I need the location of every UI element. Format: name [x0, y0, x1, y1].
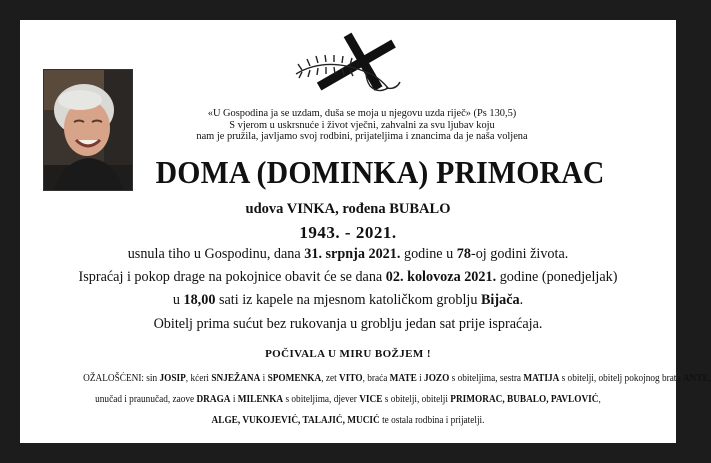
cross-icon	[292, 32, 416, 102]
mourners-line-1: OŽALOŠĆENI: sin JOSIP, kćeri SNJEŽANA i SPOMENKA, zet VITO, braća MATE i JOZO s obiteljima, sestra MATIJA s obitelji, obitelj pokojnog brata ANTE,	[83, 372, 711, 384]
obituary-card	[20, 20, 711, 443]
rest-in-peace: POČIVALA U MIRU BOŽJEM !	[265, 348, 431, 360]
deceased-name: DOMA (DOMINKA) PRIMORAC	[155, 154, 605, 190]
quote-line-3: nam je pružila, javljamo svoj rodbini, prijateljima i znancima da je naša voljena	[196, 131, 528, 143]
death-line: usnula tiho u Gospodinu, dana 31. srpnja 2021. godine u 78-oj godini života.	[127, 246, 569, 262]
quote-line-2: S vjerom u uskrsnuće i život vječni, zahvalni za svu ljubav koju	[229, 119, 495, 131]
condolence-line: Obitelj prima sućut bez rukovanja u groblju jedan sat prije ispraćaja.	[153, 316, 543, 332]
funeral-line: Ispraćaj i pokop drage na pokojnice obavit će se dana 02. kolovoza 2021. godine (ponedjeljak)	[78, 269, 618, 285]
mourners-line-2: unučad i praunučad, zaove DRAGA i MILENKA s obiteljima, djever VICE s obitelji, obitelji PRIMORAC, BUBALO, PAVLOVIĆ,	[95, 393, 601, 405]
portrait-image	[44, 70, 132, 190]
widow-line: udova VINKA, rođena BUBALO	[245, 201, 451, 217]
bible-quote	[146, 108, 578, 143]
quote-line-1: «U Gospodina ja se uzdam, duša se moja u njegovu uzda riječ» (Ps 130,5)	[207, 108, 517, 119]
life-years: 1943. - 2021.	[299, 223, 397, 242]
portrait-photo	[43, 69, 133, 191]
time-place-line: u 18,00 sati iz kapele na mjesnom katoličkom groblju Bijača.	[172, 292, 524, 308]
mourners-line-3: ALGE, VUKOJEVIĆ, TALAJIĆ, MUCIĆ te ostala rodbina i prijatelji.	[211, 414, 485, 426]
